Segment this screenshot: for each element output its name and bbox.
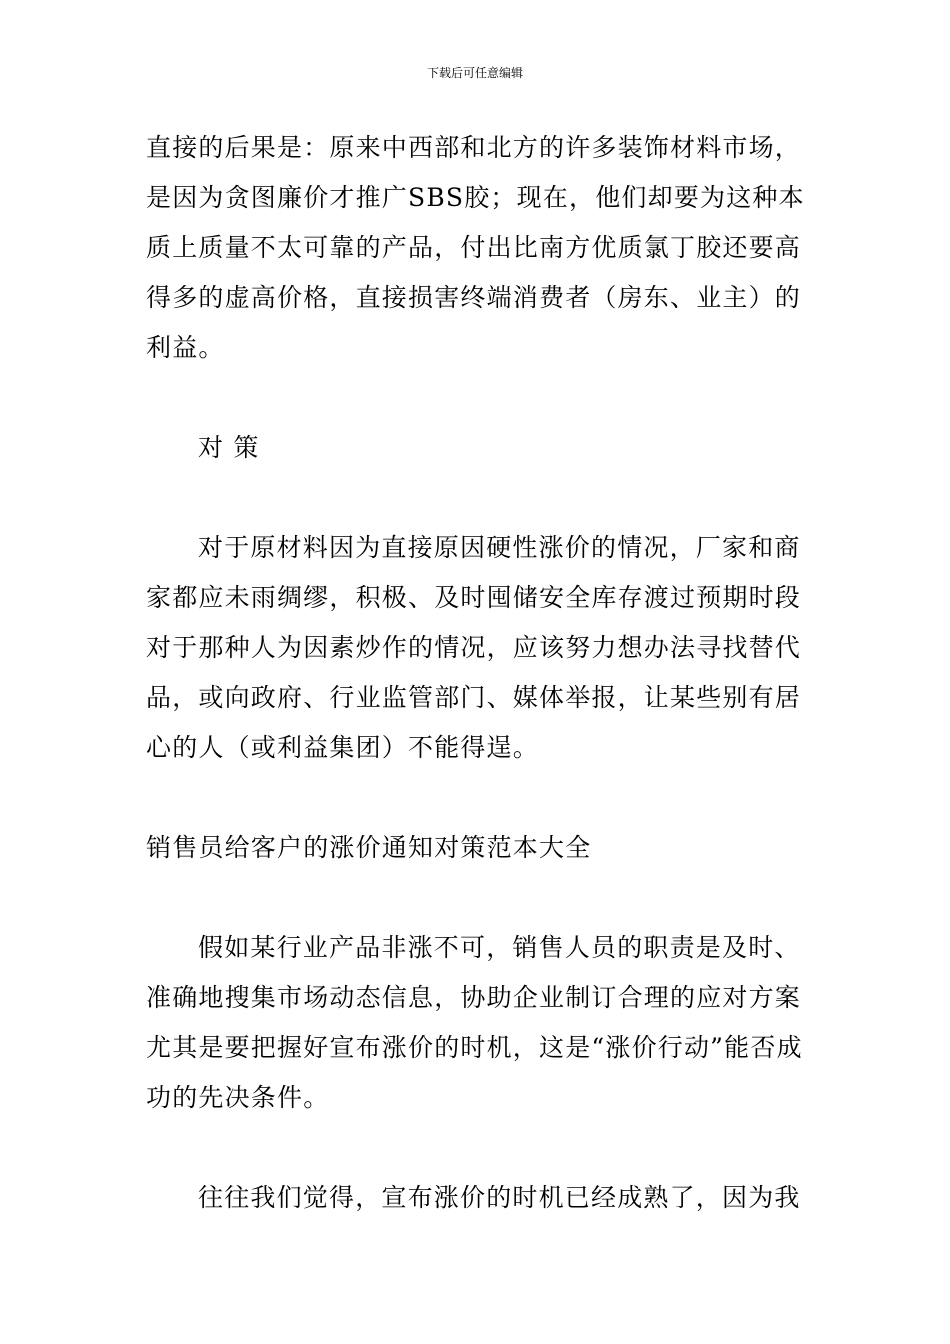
- paragraph-raw-material-text: 对于原材料因为直接原因硬性涨价的情况，厂家和商家都应未雨绸缪，积极、及时囤储安全库存渡过预期时段对于那种人为因素炒作的情况，应该努力想办法寻找替代品，或向政府、行业监管部门、媒体举报，让某些别有居心的人（或利益集团）不能得逞。: [146, 533, 802, 762]
- page-header: 下载后可任意编辑: [426, 66, 523, 80]
- heading-countermeasure-text: 对 策: [198, 433, 260, 462]
- paragraph-consequence-text: 直接的后果是：原来中西部和北方的许多装饰材料市场，是因为贪图廉价才推广SBS胶；现在，他们却要为这种本质上质量不太可靠的产品，付出比南方优质氯丁胶还要高得多的虚高价格，直接损害终端消费者（房东、业主）的利益。: [146, 133, 805, 362]
- paragraph-sales-duty: [146, 923, 808, 1123]
- paragraph-timing: [146, 1173, 808, 1223]
- paragraph-raw-material: [146, 523, 808, 773]
- section-title: [146, 823, 808, 873]
- paragraph-sales-duty-text: 假如某行业产品非涨不可，销售人员的职责是及时、准确地搜集市场动态信息，协助企业制订合理的应对方案尤其是要把握好宣布涨价的时机，这是“涨价行动”能否成功的先决条件。: [146, 933, 803, 1112]
- paragraph-timing-text: 往往我们觉得，宣布涨价的时机已经成熟了，因为我: [198, 1183, 801, 1212]
- heading-countermeasure: [146, 423, 808, 473]
- paragraph-consequence: [146, 123, 808, 373]
- section-title-text: 销售员给客户的涨价通知对策范本大全: [146, 833, 592, 862]
